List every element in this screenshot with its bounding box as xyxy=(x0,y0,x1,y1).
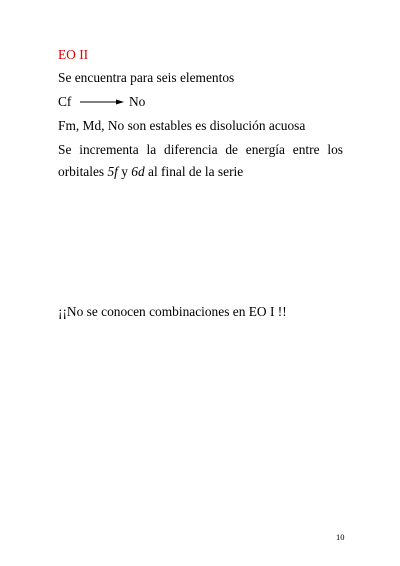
word: diferencia xyxy=(164,142,218,157)
page-number: 10 xyxy=(336,532,345,542)
word: Se xyxy=(58,142,72,157)
orbitals-mid: y xyxy=(117,164,132,179)
orbitals-pre: orbitales xyxy=(58,164,108,179)
word: energía xyxy=(245,142,285,157)
word: entre xyxy=(292,142,320,157)
orbital-6d: 6d xyxy=(131,164,145,179)
note-line: ¡¡No se conocen combinaciones en EO I !! xyxy=(58,304,287,319)
orbital-5f: 5f xyxy=(107,164,118,179)
word: los xyxy=(327,142,343,157)
statement-line: Se encuentra para seis elementos xyxy=(58,70,235,85)
word: de xyxy=(225,142,238,157)
section-heading: EO II xyxy=(58,47,89,62)
reaction-arrow-icon xyxy=(80,94,124,110)
reaction-to: No xyxy=(129,94,146,109)
orbitals-line xyxy=(58,164,243,180)
reaction-from: Cf xyxy=(58,94,72,109)
word: incrementa xyxy=(79,142,139,157)
word: la xyxy=(146,142,157,157)
stability-line: Fm, Md, No son estables es disolución acuosa xyxy=(58,118,306,133)
orbitals-post: al final de la serie xyxy=(144,164,244,179)
justified-line xyxy=(58,142,343,158)
